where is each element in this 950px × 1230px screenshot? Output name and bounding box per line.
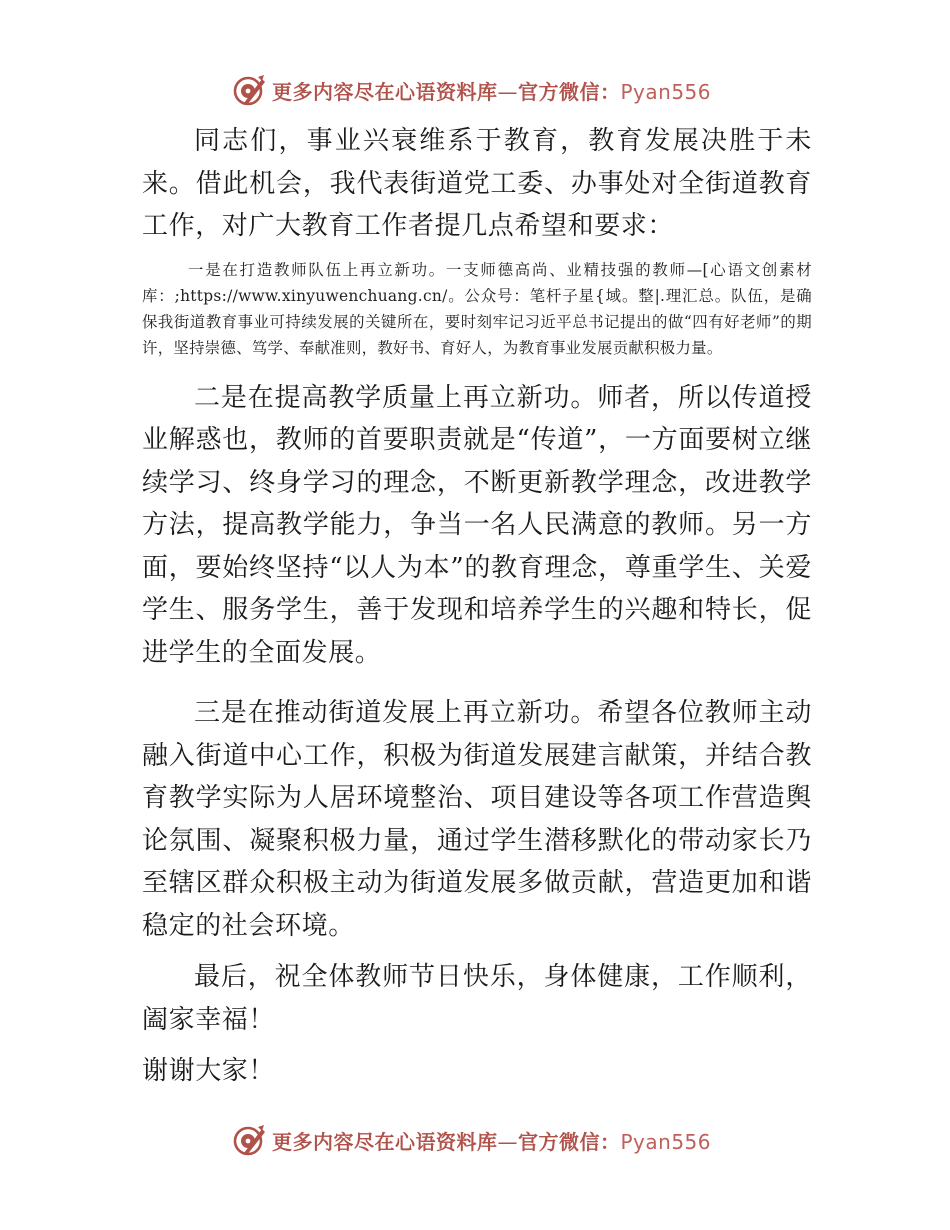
intro-paragraph: 同志们，事业兴衰维系于教育，教育发展决胜于未来。借此机会，我代表街道党工委、办事处对全街道教育工作，对广大教育工作者提几点希望和要求： xyxy=(142,126,812,241)
document-body xyxy=(142,120,812,1102)
banner-contact-label: 官方微信： xyxy=(518,79,621,104)
point-two-paragraph: 二是在提高教学质量上再立新功。师者，所以传道授业解惑也，教师的首要职责就是“传道”，一方面要树立继续学习、终身学习的理念，不断更新教学理念，改进教学方法，提高教学能力，争当一名人民满意的教师。另一方面，要始终坚持“以人为本”的教育理念，尊重学生、关爱学生、服务学生，善于发现和培养学生的兴趣和特长，促进学生的全面发展。 xyxy=(142,382,812,668)
pen-logo-icon xyxy=(232,1123,266,1157)
banner-slogan: 更多内容尽在心语资料库 xyxy=(272,79,498,104)
banner-text xyxy=(272,1126,711,1155)
point-one-paragraph: 一是在打造教师队伍上再立新功。一支师德高尚、业精技强的教师—[心语文创素材库：;https://www.xinyuwenchuang.cn/。公众号：笔杆子星{域。整|.理汇总。队伍，是确保我街道教育事业可持续发展的关键所在，要时刻牢记习近平总书记提出的做“四有好老师”的期许，坚持崇德、笃学、奉献准则，教好书、育好人，为教育事业发展贡献积极力量。 xyxy=(142,260,812,357)
footer-banner xyxy=(232,1120,732,1160)
header-banner xyxy=(232,70,732,110)
pen-logo-icon xyxy=(232,73,266,107)
banner-dash: — xyxy=(497,79,518,104)
banner-slogan: 更多内容尽在心语资料库 xyxy=(272,1129,498,1154)
banner-text xyxy=(272,76,711,105)
banner-dash: — xyxy=(497,1129,518,1154)
closing-paragraph: 最后，祝全体教师节日快乐，身体健康，工作顺利，阖家幸福！ xyxy=(142,962,812,1035)
banner-wechat-id: Pyan556 xyxy=(620,79,712,104)
banner-wechat-id: Pyan556 xyxy=(620,1129,712,1154)
point-three-paragraph: 三是在推动街道发展上再立新功。希望各位教师主动融入街道中心工作，积极为街道发展建言献策，并结合教育教学实际为人居环境整治、项目建设等各项工作营造舆论氛围、凝聚积极力量，通过学生潜移默化的带动家长乃至辖区群众积极主动为街道发展多做贡献，营造更加和谐稳定的社会环境。 xyxy=(142,698,812,941)
thanks-line: 谢谢大家！ xyxy=(142,1056,276,1086)
banner-contact-label: 官方微信： xyxy=(518,1129,621,1154)
